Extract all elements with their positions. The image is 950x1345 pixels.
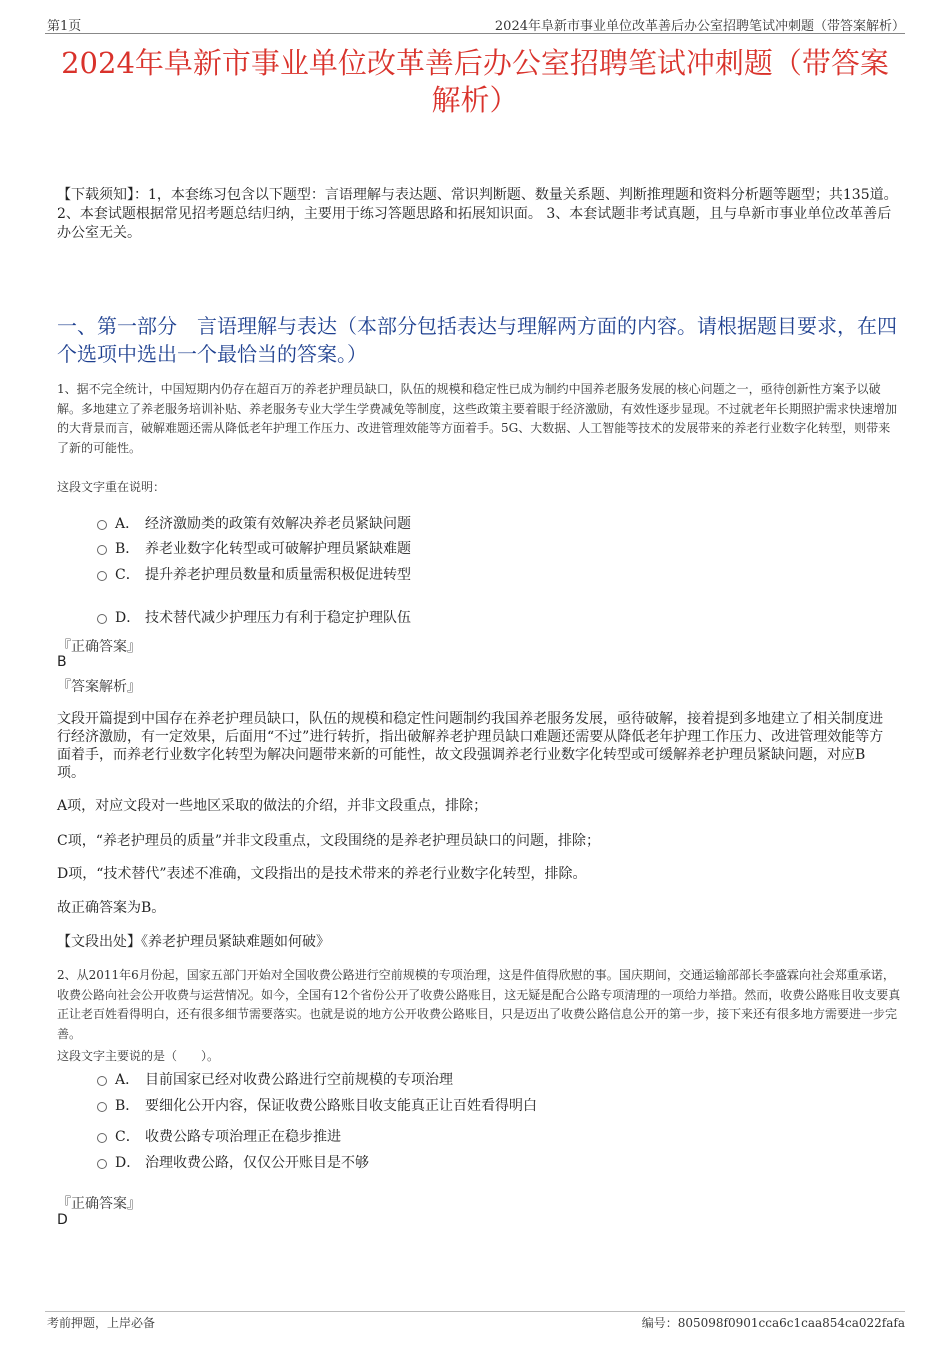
question-2-option-b[interactable] — [97, 1095, 537, 1115]
option-text: 收费公路专项治理正在稳步推进 — [145, 1129, 341, 1145]
footer-divider — [45, 1311, 905, 1312]
radio-icon[interactable] — [97, 1133, 107, 1143]
question-2-option-d[interactable] — [97, 1152, 369, 1172]
option-letter: C． — [115, 567, 140, 583]
radio-icon[interactable] — [97, 545, 107, 555]
option-text: 目前国家已经对收费公路进行空前规模的专项治理 — [145, 1072, 453, 1088]
option-letter: D． — [115, 610, 141, 626]
radio-icon[interactable] — [97, 1159, 107, 1169]
question-2-option-a[interactable] — [97, 1069, 453, 1089]
option-text: 治理收费公路，仅仅公开账目是不够 — [145, 1155, 369, 1171]
option-letter: C． — [115, 1129, 140, 1145]
section-heading: 一、第一部分 言语理解与表达（本部分包括表达与理解两方面的内容。请根据题目要求，在四个选项中选出一个最恰当的答案。） — [57, 314, 897, 366]
radio-icon[interactable] — [97, 1076, 107, 1086]
question-1-answer-label: 『正确答案』 — [57, 639, 141, 655]
option-text: 提升养老护理员数量和质量需积极促进转型 — [145, 567, 411, 583]
option-letter: B． — [115, 541, 140, 557]
question-1-option-a[interactable] — [97, 513, 411, 533]
option-letter: A． — [115, 1072, 140, 1088]
question-1-stem: 1、据不完全统计，中国短期内仍存在超百万的养老护理员缺口，队伍的规模和稳定性已成为制约中国养老服务发展的核心问题之一，亟待创新性方案予以破解。多地建立了养老服务培训补贴、养老服务专业大学生学费减免等制度，这些政策主要着眼于经济激励，有效性逐步显现。不过就老年长期照护需求快速增加的大背景而言，破解难题还需从降低老年护理工作压力、改进管理效能等方面着手。5G、大数据、人工智能等技术的发展带来的养老行业数字化转型，则带来了新的可能性。 — [57, 382, 898, 455]
question-1-option-b[interactable] — [97, 538, 411, 558]
question-2-option-c[interactable] — [97, 1126, 341, 1146]
question-1-option-c-analysis: C项，“养老护理员的质量”并非文段重点，文段围绕的是养老护理员缺口的问题，排除； — [57, 833, 601, 849]
question-1-option-c[interactable] — [97, 564, 411, 584]
question-2-stem: 2、从2011年6月份起，国家五部门开始对全国收费公路进行空前规模的专项治理，这是件值得欣慰的事。国庆期间，交通运输部部长李盛霖向社会郑重承诺，收费公路向社会公开收费与运营情况。如今，全国有12个省份公开了收费公路账目，这无疑是配合公路专项清理的一项给力举措。然而，收费公路账目收支要真正让老百姓看得明白，还有很多细节需要落实。也就是说的地方公开收费公路账目，只是迈出了收费公路信息公开的第一步，接下来还有很多地方需要进一步完善。 — [57, 968, 901, 1041]
question-1-option-d-analysis: D项，“技术替代”表述不准确，文段指出的是技术带来的养老行业数字化转型，排除。 — [57, 866, 587, 882]
question-1-prompt: 这段文字重在说明： — [57, 480, 166, 494]
question-1-source: 【文段出处】《养老护理员紧缺难题如何破》 — [57, 934, 330, 950]
question-1-conclusion: 故正确答案为B。 — [57, 900, 166, 916]
option-letter: A． — [115, 516, 140, 532]
question-1-answer: B — [57, 654, 67, 670]
option-letter: B． — [115, 1098, 140, 1114]
question-1-analysis: 文段开篇提到中国存在养老护理员缺口，队伍的规模和稳定性问题制约我国养老服务发展，亟待破解，接着提到多地建立了相关制度进行经济激励，有一定效果，后面用“不过”进行转折，指出破解养老护理员缺口难题还需要从降低老年护理工作压力、改进管理效能等方面着手，而养老行业数字化转型为解决问题带来新的可能性，故文段强调养老行业数字化转型或可缓解养老护理员紧缺问题，对应B项。 — [57, 711, 884, 781]
option-text: 经济激励类的政策有效解决养老员紧缺问题 — [145, 516, 411, 532]
document-title: 2024年阜新市事业单位改革善后办公室招聘笔试冲刺题（带答案解析） — [61, 46, 889, 117]
radio-icon[interactable] — [97, 1102, 107, 1112]
header-divider — [45, 33, 905, 34]
radio-icon[interactable] — [97, 520, 107, 530]
option-letter: D． — [115, 1155, 141, 1171]
radio-icon[interactable] — [97, 571, 107, 581]
question-2-answer: D — [57, 1212, 68, 1228]
question-1-option-d[interactable] — [97, 607, 411, 627]
option-text: 要细化公开内容，保证收费公路账目收支能真正让百姓看得明白 — [145, 1098, 537, 1114]
option-text: 养老业数字化转型或可破解护理员紧缺难题 — [145, 541, 411, 557]
question-1-option-a-analysis: A项，对应文段对一些地区采取的做法的介绍，并非文段重点，排除； — [57, 798, 488, 814]
question-1-analysis-label: 『答案解析』 — [57, 679, 141, 695]
option-text: 技术替代减少护理压力有利于稳定护理队伍 — [145, 610, 411, 626]
page-number: 第1页 — [47, 19, 82, 34]
question-2-answer-label: 『正确答案』 — [57, 1196, 141, 1212]
download-notice: 【下载须知】：1，本套练习包含以下题型：言语理解与表达题、常识判断题、数量关系题、判断推理题和资料分析题等题型；共135道。 2、本套试题根据常见招考题总结归纳，主要用于练习答题思路和拓展知识面。 3、本套试题非考试真题，且与阜新市事业单位改革善后办公室无关。 — [57, 187, 898, 241]
footer-slogan: 考前押题，上岸必备 — [47, 1316, 156, 1330]
running-header-title: 2024年阜新市事业单位改革善后办公室招聘笔试冲刺题（带答案解析） — [494, 19, 905, 34]
document-serial-number: 编号：805098f0901cca6c1caa854ca022fafa — [641, 1316, 905, 1330]
radio-icon[interactable] — [97, 614, 107, 624]
question-2-prompt: 这段文字主要说的是（ ）。 — [57, 1049, 220, 1063]
